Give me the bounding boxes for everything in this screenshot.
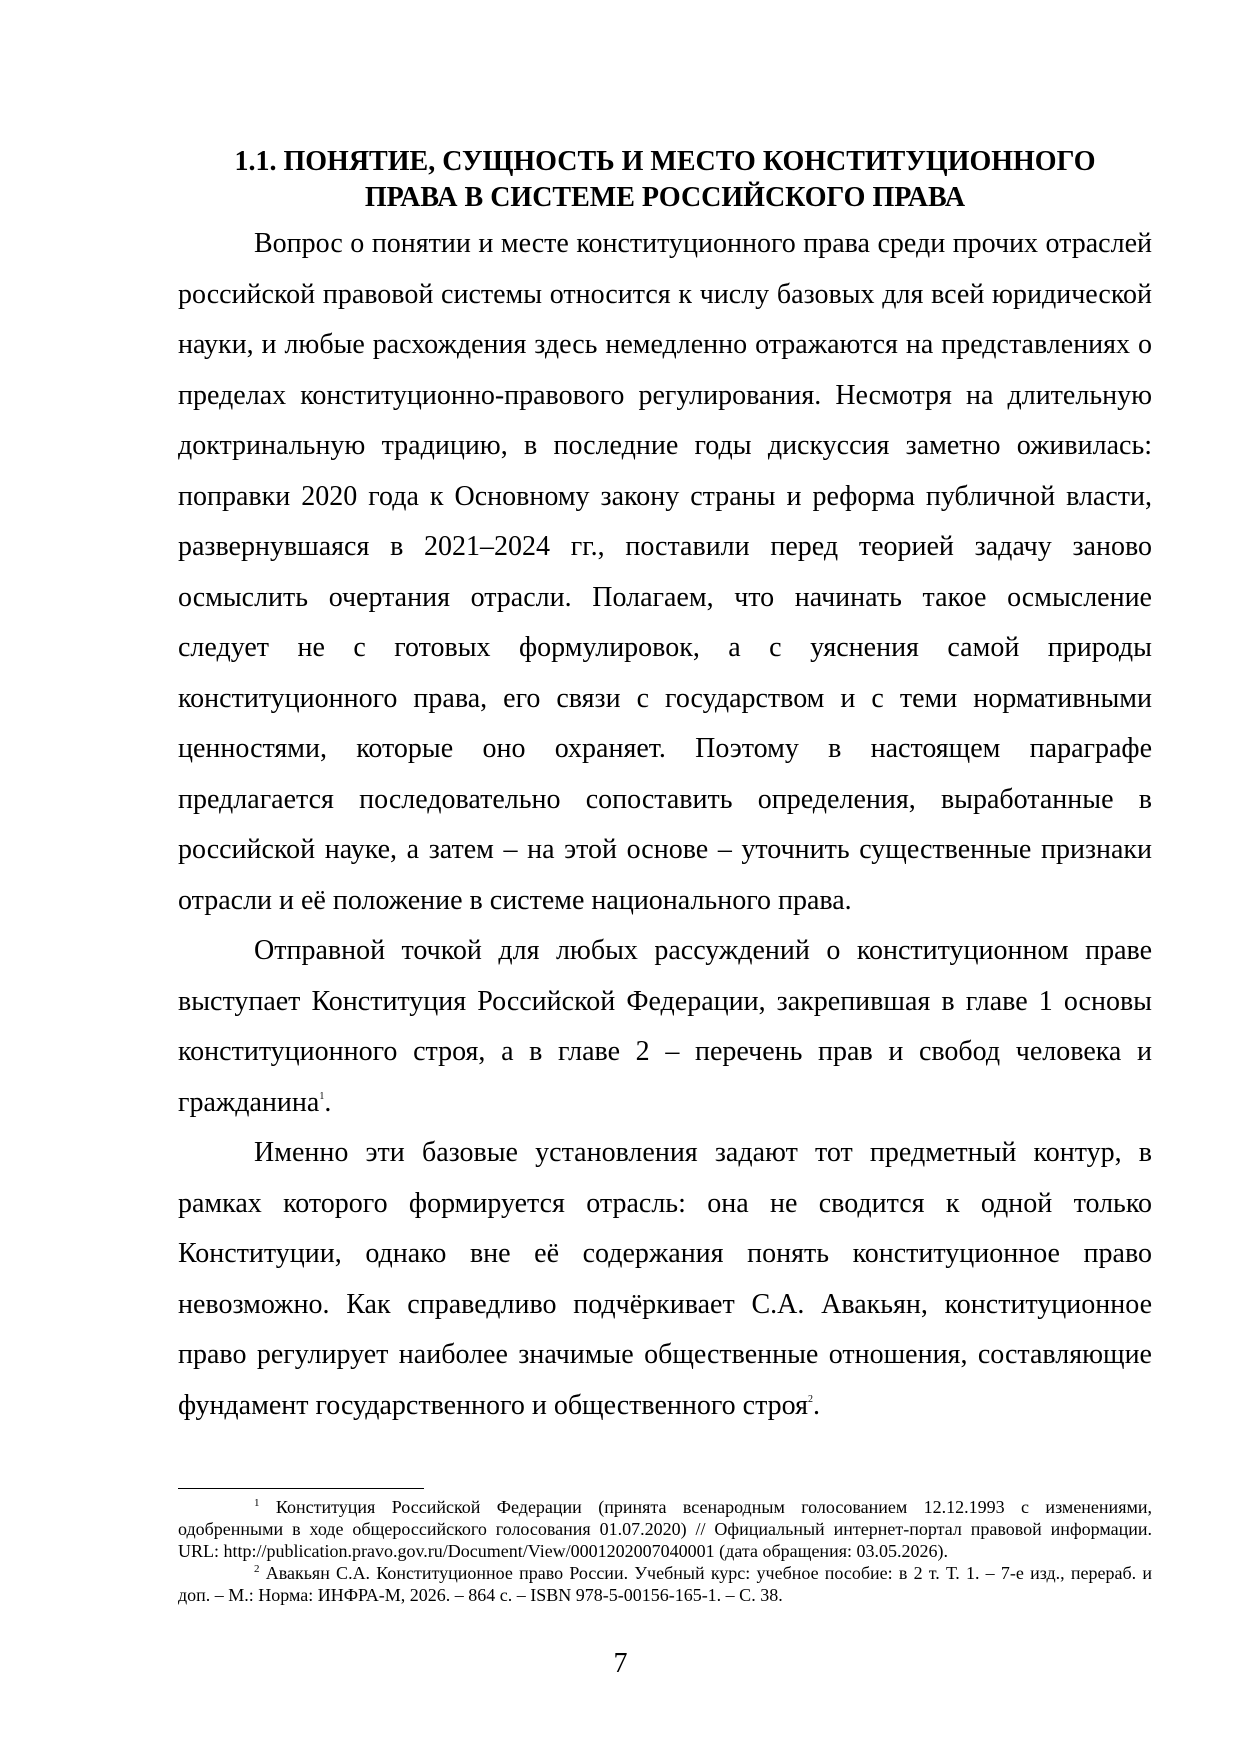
footnote-1 <box>178 1496 1152 1562</box>
page-number: 7 <box>613 1648 628 1679</box>
section-heading-line-1: 1.1. ПОНЯТИЕ, СУЩНОСТЬ И МЕСТО КОНСТИТУЦИОННОГО <box>234 146 1096 177</box>
footnote-separator <box>178 1488 424 1489</box>
paragraph-3-text: Именно эти базовые установления задают тот предметный контур, в рамках которого формируется отрасль: она не сводится к одной только Конституции, однако вне её содержания понять конституционное право невозможно. Как справедливо подчёркивает С.А. Авакьян, конституционное право регулирует наиболее значимые общественные отношения, составляющие фундамент государственного и общественного строя <box>178 1137 1152 1421</box>
body-text <box>178 219 1152 1431</box>
footnotes <box>178 1496 1152 1606</box>
footnote-reference-1[interactable]: 1 <box>319 1090 325 1102</box>
footnote-2-number: 2 <box>254 1563 260 1575</box>
paragraph-1: Вопрос о понятии и месте конституционного права среди прочих отраслей российской правовой системы относится к числу базовых для всей юридической науки, и любые расхождения здесь немедленно отражаются на представлениях о пределах конституционно-правового регулирования. Несмотря на длительную доктринальную традицию, в последние годы дискуссия заметно оживилась: поправки 2020 года к Основному закону страны и реформа публичной власти, развернувшаяся в 2021–2024 гг., поставили перед теорией задачу заново осмыслить очертания отрасли. Полагаем, что начинать такое осмысление следует не с готовых формулировок, а с уяснения самой природы конституционного права, его связи с государством и с теми нормативными ценностями, которые оно охраняет. Поэтому в настоящем параграфе предлагается последовательно сопоставить определения, выработанные в российской науке, а затем – на этой основе – уточнить существенные признаки отрасли и её положение в системе национального права. <box>178 228 1152 916</box>
footnote-2 <box>178 1562 1152 1606</box>
footnote-1-text: Конституция Российской Федерации (принята всенародным голосованием 12.12.1993 с изменениями, одобренными в ходе общероссийского голосования 01.07.2020) // Официальный интернет-портал правовой информации. URL: http://publication.pravo.gov.ru/Document/View/0001202007040001 (дата обращения: 03.05.2026). <box>178 1497 1152 1561</box>
paragraph-3 <box>178 1128 1152 1431</box>
footnote-2-text: Авакьян С.А. Конституционное право России. Учебный курс: учебное пособие: в 2 т. Т. 1. – 7-е изд., перераб. и доп. – М.: Норма: ИНФРА-М, 2026. – 864 с. – ISBN 978-5-00156-165-1. – С. 38. <box>178 1563 1152 1605</box>
paragraph-2 <box>178 926 1152 1128</box>
footnote-1-number: 1 <box>254 1497 260 1509</box>
footnote-reference-2[interactable]: 2 <box>808 1393 813 1405</box>
paragraph-2-end: . <box>324 1086 332 1118</box>
paragraph-3-end: . <box>813 1389 820 1421</box>
section-heading <box>178 144 1152 216</box>
section-heading-line-2: ПРАВА В СИСТЕМЕ РОССИЙСКОГО ПРАВА <box>364 182 966 213</box>
paragraph-2-text: Отправной точкой для любых рассуждений о конституционном праве выступает Конституция Российской Федерации, закрепившая в главе 1 основы конституционного строя, а в главе 2 – перечень прав и свобод человека и гражданина <box>178 935 1152 1118</box>
